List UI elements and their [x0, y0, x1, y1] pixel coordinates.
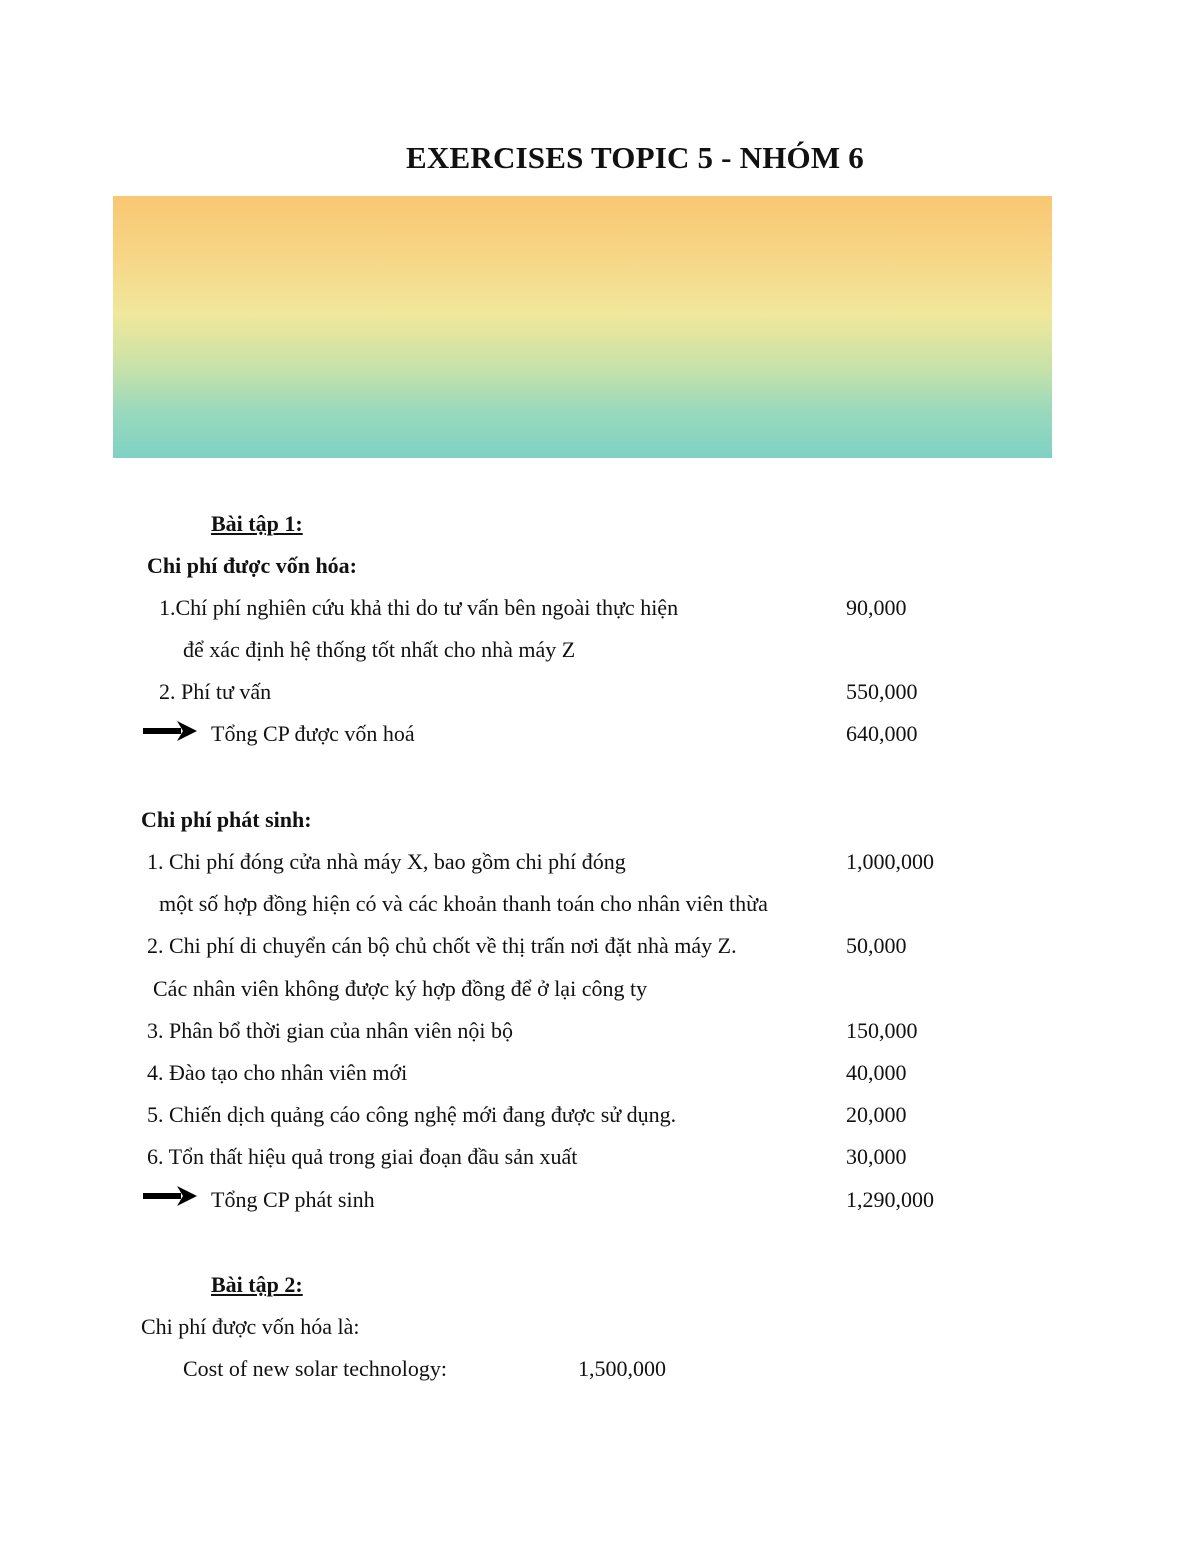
expensed-item-2-line-1: 2. Chi phí di chuyển cán bộ chủ chốt về thị trấn nơi đặt nhà máy Z. [147, 933, 737, 958]
capitalized-item-2-amount: 550,000 [846, 679, 918, 704]
expensed-item-3-amount: 150,000 [846, 1018, 918, 1043]
exercise-2-heading: Bài tập 2: [211, 1272, 303, 1297]
expensed-total-amount: 1,290,000 [846, 1187, 934, 1212]
expensed-total-label: Tổng CP phát sinh [211, 1187, 375, 1212]
expensed-item-1-line-2: một số hợp đồng hiện có và các khoản thanh toán cho nhân viên thừa [159, 891, 768, 916]
capitalized-total-label: Tổng CP được vốn hoá [211, 721, 415, 746]
expensed-item-3: 3. Phân bổ thời gian của nhân viên nội bộ [147, 1018, 514, 1043]
expensed-item-2-amount: 50,000 [846, 933, 907, 958]
solar-technology-amount: 1,500,000 [578, 1356, 666, 1381]
expensed-item-6-amount: 30,000 [846, 1144, 907, 1169]
right-arrow-icon [143, 721, 197, 741]
capitalized-item-2: 2. Phí tư vấn [159, 679, 272, 704]
capitalized-total-amount: 640,000 [846, 721, 918, 746]
expensed-item-2-line-2: Các nhân viên không được ký hợp đồng để ở lại công ty [153, 976, 648, 1001]
expensed-item-6: 6. Tổn thất hiệu quả trong giai đoạn đầu sản xuất [147, 1144, 578, 1169]
capitalized-item-1-amount: 90,000 [846, 595, 907, 620]
capitalized-item-1-line-2: để xác định hệ thống tốt nhất cho nhà máy Z [183, 637, 576, 662]
expensed-item-1-line-1: 1. Chi phí đóng cửa nhà máy X, bao gồm chi phí đóng [147, 849, 626, 874]
expensed-item-4: 4. Đào tạo cho nhân viên mới [147, 1060, 408, 1085]
expensed-item-5-amount: 20,000 [846, 1102, 907, 1127]
expensed-costs-heading: Chi phí phát sinh: [141, 807, 312, 832]
capitalized-costs-heading: Chi phí được vốn hóa: [147, 553, 357, 578]
expensed-item-5: 5. Chiến dịch quảng cáo công nghệ mới đang được sử dụng. [147, 1102, 677, 1127]
gradient-banner [113, 196, 1052, 458]
right-arrow-icon [143, 1186, 197, 1206]
expensed-item-4-amount: 40,000 [846, 1060, 907, 1085]
expensed-item-1-amount: 1,000,000 [846, 849, 934, 874]
document-title: EXERCISES TOPIC 5 - NHÓM 6 [406, 140, 864, 175]
exercise-2-intro: Chi phí được vốn hóa là: [141, 1314, 360, 1339]
capitalized-item-1-line-1: 1.Chí phí nghiên cứu khả thi do tư vấn bên ngoài thực hiện [159, 595, 679, 620]
exercise-1-heading: Bài tập 1: [211, 511, 303, 536]
solar-technology-label: Cost of new solar technology: [183, 1356, 447, 1381]
